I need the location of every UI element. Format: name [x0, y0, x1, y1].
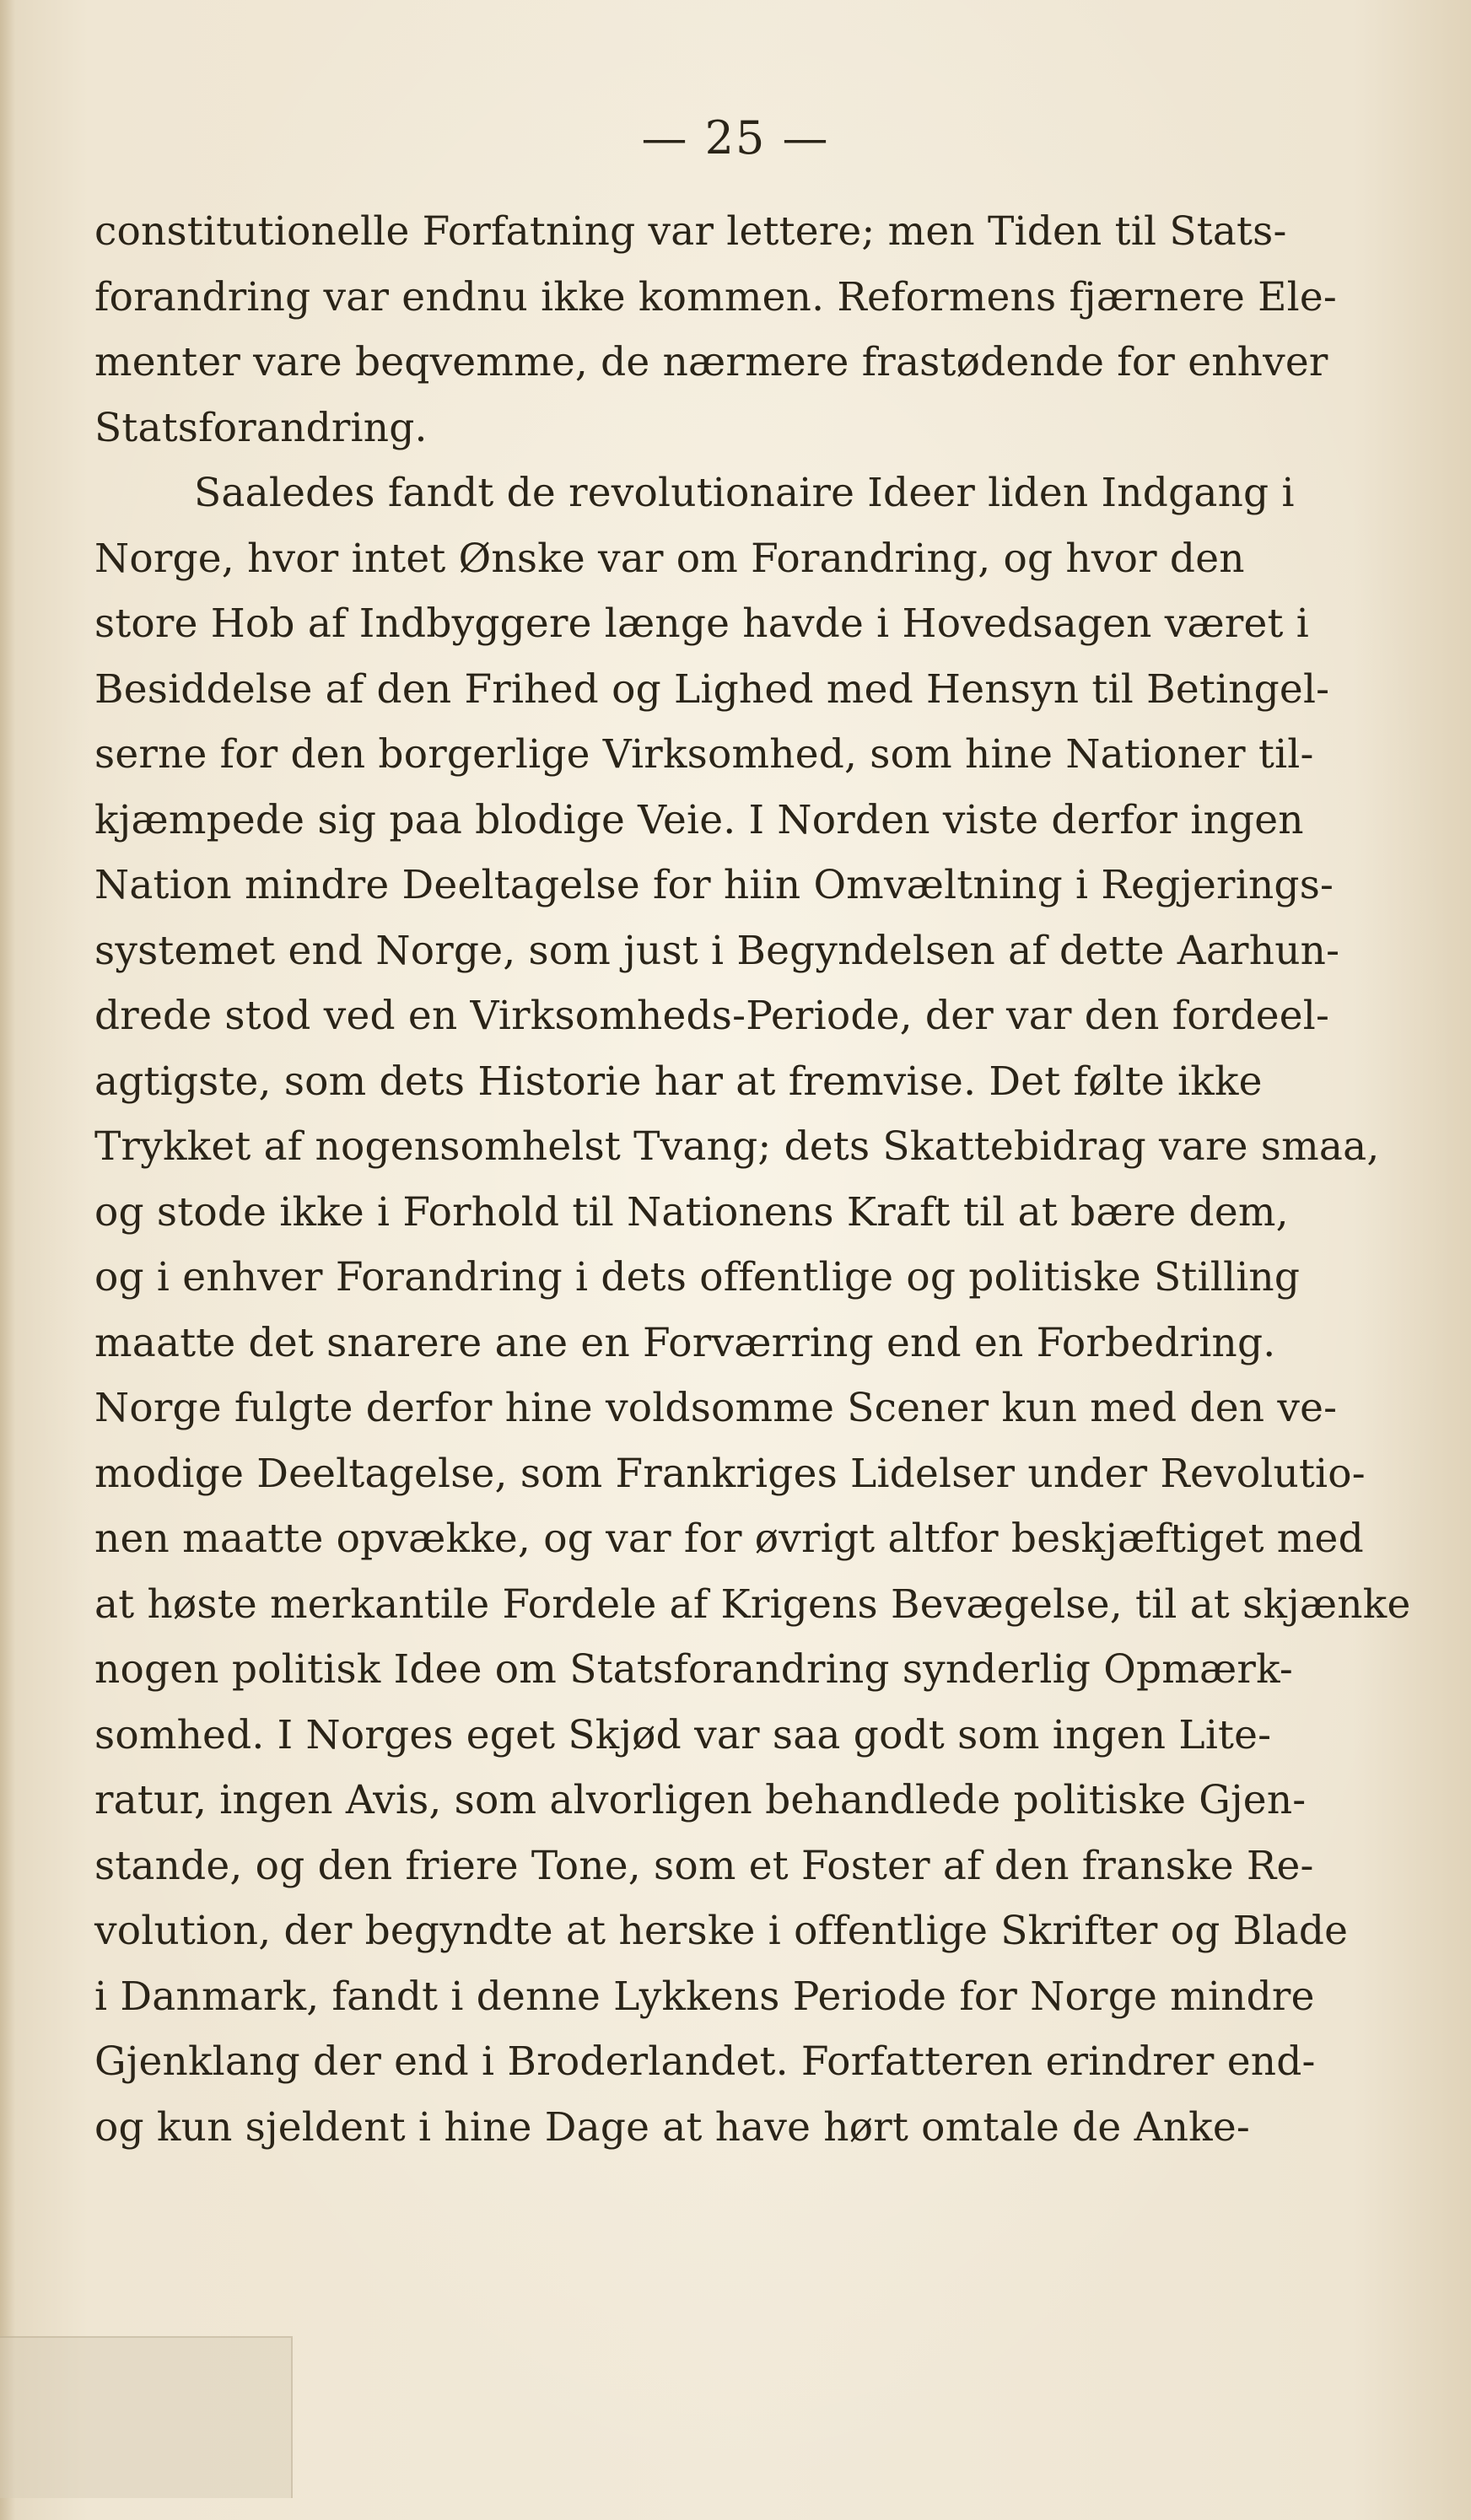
text-line: Besiddelse af den Frihed og Lighed med Hensyn til Betingel-: [94, 665, 1330, 713]
text-line: store Hob af Indbyggere længe havde i Hovedsagen været i: [94, 600, 1309, 647]
text-line: drede stod ved en Virksomheds-Periode, der var den fordeel-: [94, 993, 1330, 1039]
text-line: Statsforandring.: [94, 404, 428, 451]
text-line: Gjenklang der end i Broderlandet. Forfatteren erindrer end-: [94, 2038, 1316, 2085]
text-line: Norge fulgte derfor hine voldsomme Scener kun med den ve-: [94, 1385, 1338, 1431]
text-line: serne for den borgerlige Virksomhed, som hine Nationer til-: [94, 731, 1314, 778]
text-line: Nation mindre Deeltagelse for hiin Omvæltning i Regjerings-: [94, 862, 1334, 908]
page-corner-stain: [0, 2336, 293, 2498]
text-line: maatte det snarere ane en Forværring end en Forbedring.: [94, 1319, 1276, 1366]
text-line: nen maatte opvække, og var for øvrigt altfor beskjæftiget med: [94, 1516, 1364, 1562]
text-line: modige Deeltagelse, som Frankriges Lidelser under Revolutio-: [94, 1450, 1366, 1497]
text-line: ratur, ingen Avis, som alvorligen behandlede politiske Gjen-: [94, 1777, 1307, 1823]
text-line: stande, og den friere Tone, som et Foster af den franske Re-: [94, 1842, 1314, 1889]
body-text: [94, 199, 1411, 2160]
text-line: og stode ikke i Forhold til Nationens Kraft til at bære dem,: [94, 1188, 1289, 1236]
text-line: og i enhver Forandring i dets offentlige og politiske Stilling: [94, 1254, 1301, 1300]
page-left-edge-shadow: [0, 0, 15, 2520]
text-line: Trykket af nogensomhelst Tvang; dets Skattebidrag vare smaa,: [94, 1123, 1380, 1170]
text-line: Norge, hvor intet Ønske var om Forandring, og hvor den: [94, 535, 1245, 582]
text-line: i Danmark, fandt i denne Lykkens Periode for Norge mindre: [94, 1973, 1315, 2020]
text-line: nogen politisk Idee om Statsforandring synderlig Opmærk-: [94, 1646, 1294, 1693]
text-line: volution, der begyndte at herske i offentlige Skrifter og Blade: [94, 1908, 1349, 1954]
text-line: at høste merkantile Fordele af Krigens Bevægelse, til at skjænke: [94, 1580, 1411, 1628]
text-line: systemet end Norge, som just i Begyndelsen af dette Aarhun-: [94, 927, 1340, 974]
text-line: menter vare beqvemme, de nærmere frastødende for enhver: [94, 339, 1328, 385]
text-line: constitutionelle Forfatning var lettere; men Tiden til Stats-: [94, 208, 1287, 255]
text-line: agtigste, som dets Historie har at fremvise. Det følte ikke: [94, 1058, 1263, 1105]
paragraph-start-line: Saaledes fandt de revolutionaire Ideer liden Indgang i: [194, 470, 1295, 516]
text-line: somhed. I Norges eget Skjød var saa godt som ingen Lite-: [94, 1711, 1272, 1758]
text-line: og kun sjeldent i hine Dage at have hørt omtale de Anke-: [94, 2103, 1250, 2151]
page-number: — 25 —: [641, 111, 830, 164]
text-line: forandring var endnu ikke kommen. Reformens fjærnere Ele-: [94, 273, 1338, 320]
text-line: kjæmpede sig paa blodige Veie. I Norden viste derfor ingen: [94, 796, 1304, 843]
